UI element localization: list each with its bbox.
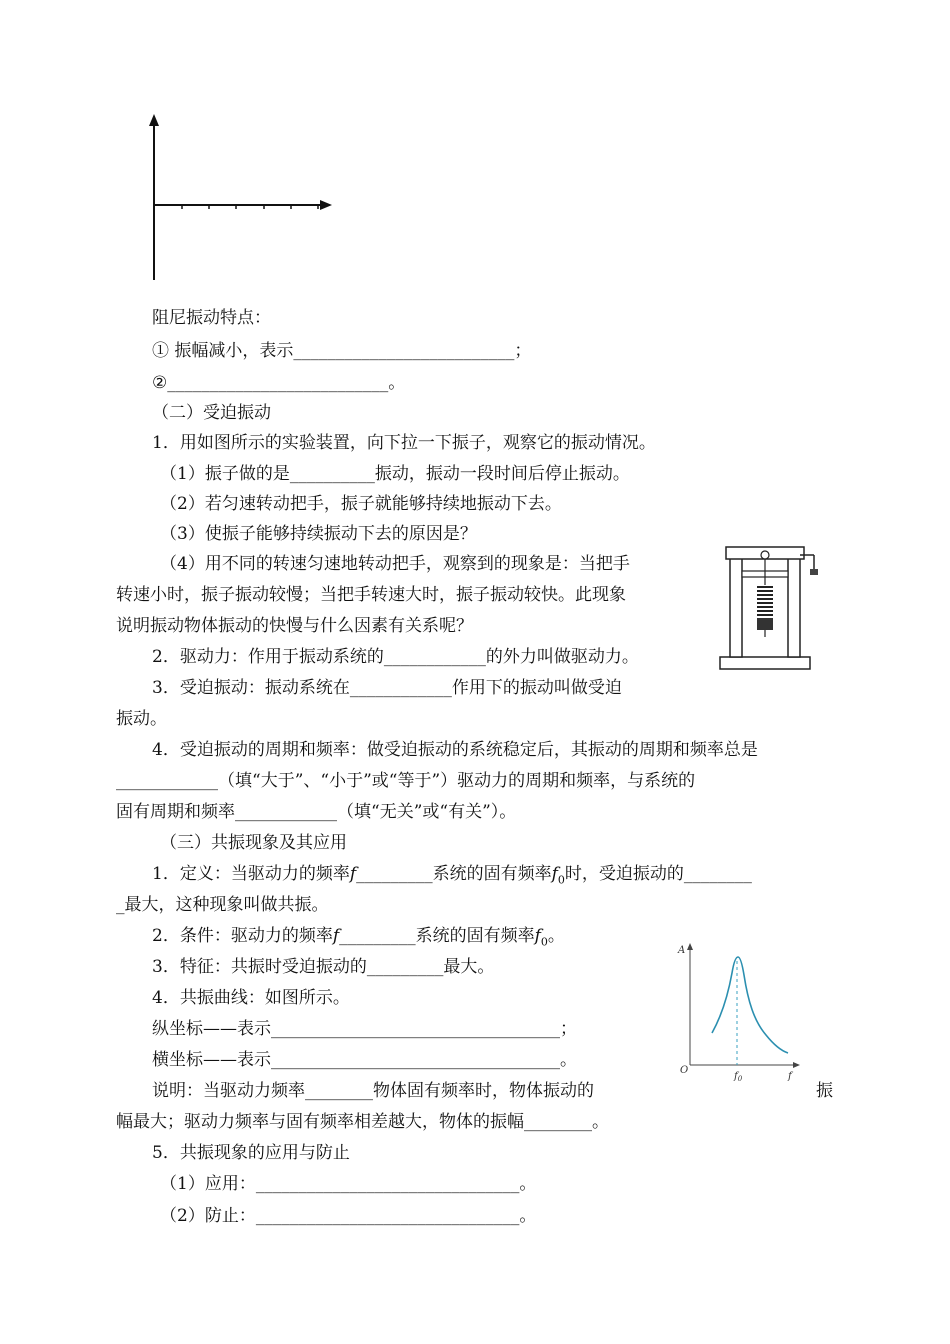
forced-p2: 2．驱动力：作用于振动系统的____________的外力叫做驱动力。	[152, 647, 639, 667]
forced-p3-line2: 振动。	[116, 709, 167, 729]
resonance-definition-line2: _最大，这种现象叫做共振。	[116, 895, 329, 915]
f0-label: $f_0$	[734, 1071, 743, 1083]
note-line1-end: 振	[816, 1081, 833, 1101]
damped-heading: 阻尼振动特点：	[152, 308, 271, 328]
forced-p3-line1: 3．受迫振动：振动系统在____________作用下的振动叫做受迫	[152, 678, 622, 698]
definition-text-a: 1．定义：当驱动力的频率	[152, 864, 350, 884]
apparatus-figure	[710, 533, 830, 673]
origin-label: O	[680, 1065, 689, 1076]
axis-label-f: f	[788, 1071, 792, 1082]
forced-p4-line2: ____________（填“大于”、“小于”或“等于”）驱动力的周期和频率，与系统的	[116, 771, 696, 791]
resonance-curve-intro: 4．共振曲线：如图所示。	[152, 988, 350, 1008]
definition-text-c: 时，受迫振动的________	[564, 864, 752, 884]
y-axis-meaning: 纵坐标——表示__________________________________；	[152, 1019, 577, 1039]
forced-heading: （二）受迫振动	[152, 403, 271, 423]
condition-text-a: 2．条件：驱动力的频率	[152, 926, 333, 946]
resonance-definition-line1	[152, 863, 752, 891]
axis-label-a: A	[678, 945, 686, 956]
forced-q2: （2）若匀速转动把手，振子就能够持续地振动下去。	[160, 494, 562, 514]
resonance-heading: （三）共振现象及其应用	[160, 833, 347, 853]
note-line2: 幅最大；驱动力频率与固有频率相差越大，物体的振幅________。	[116, 1112, 609, 1132]
forced-q4-line1: （4）用不同的转速匀速地转动把手，观察到的现象是：当把手	[160, 554, 630, 574]
forced-q1: （1）振子做的是__________振动，振动一段时间后停止振动。	[160, 464, 630, 484]
note-line1: 说明：当驱动力频率________物体固有频率时，物体振动的	[152, 1081, 594, 1101]
damped-item-1: ① 振幅减小，表示__________________________；	[152, 341, 532, 361]
definition-text-b: _________系统的固有频率	[356, 864, 552, 884]
prevention-item: （2）防止：_______________________________。	[160, 1206, 537, 1226]
application-item: （1）应用：_______________________________。	[160, 1174, 537, 1194]
symbol-f0: f	[534, 926, 541, 946]
condition-text-b: _________系统的固有频率	[339, 926, 535, 946]
application-heading: 5．共振现象的应用与防止	[152, 1143, 350, 1163]
forced-q4-line3: 说明振动物体振动的快慢与什么因素有关系呢？	[116, 616, 473, 636]
resonance-curve-figure	[670, 935, 810, 1085]
forced-p4-line1: 4．受迫振动的周期和频率：做受迫振动的系统稳定后，其振动的周期和频率总是	[152, 740, 758, 760]
forced-q4-line2: 转速小时，振子振动较慢；当把手转速大时，振子振动较快。此现象	[116, 585, 626, 605]
condition-text-c: 。	[547, 926, 565, 946]
forced-p4-line3: 固有周期和频率____________（填“无关”或“有关”）。	[116, 802, 517, 822]
symbol-f0: f	[551, 864, 558, 884]
symbol-f: f	[349, 864, 357, 884]
resonance-feature: 3．特征：共振时受迫振动的_________最大。	[152, 957, 495, 977]
symbol-f0-subscript: 0	[557, 873, 565, 887]
blank-axes-figure	[140, 110, 340, 285]
forced-q3: （3）使振子能够持续振动下去的原因是？	[160, 524, 477, 544]
x-axis-meaning: 横坐标——表示__________________________________。	[152, 1050, 577, 1070]
resonance-condition	[152, 925, 565, 953]
symbol-f0-subscript: 0	[540, 935, 548, 949]
symbol-f: f	[332, 926, 340, 946]
damped-item-2: ②__________________________。	[152, 373, 406, 393]
forced-p1: 1．用如图所示的实验装置，向下拉一下振子，观察它的振动情况。	[152, 433, 656, 453]
